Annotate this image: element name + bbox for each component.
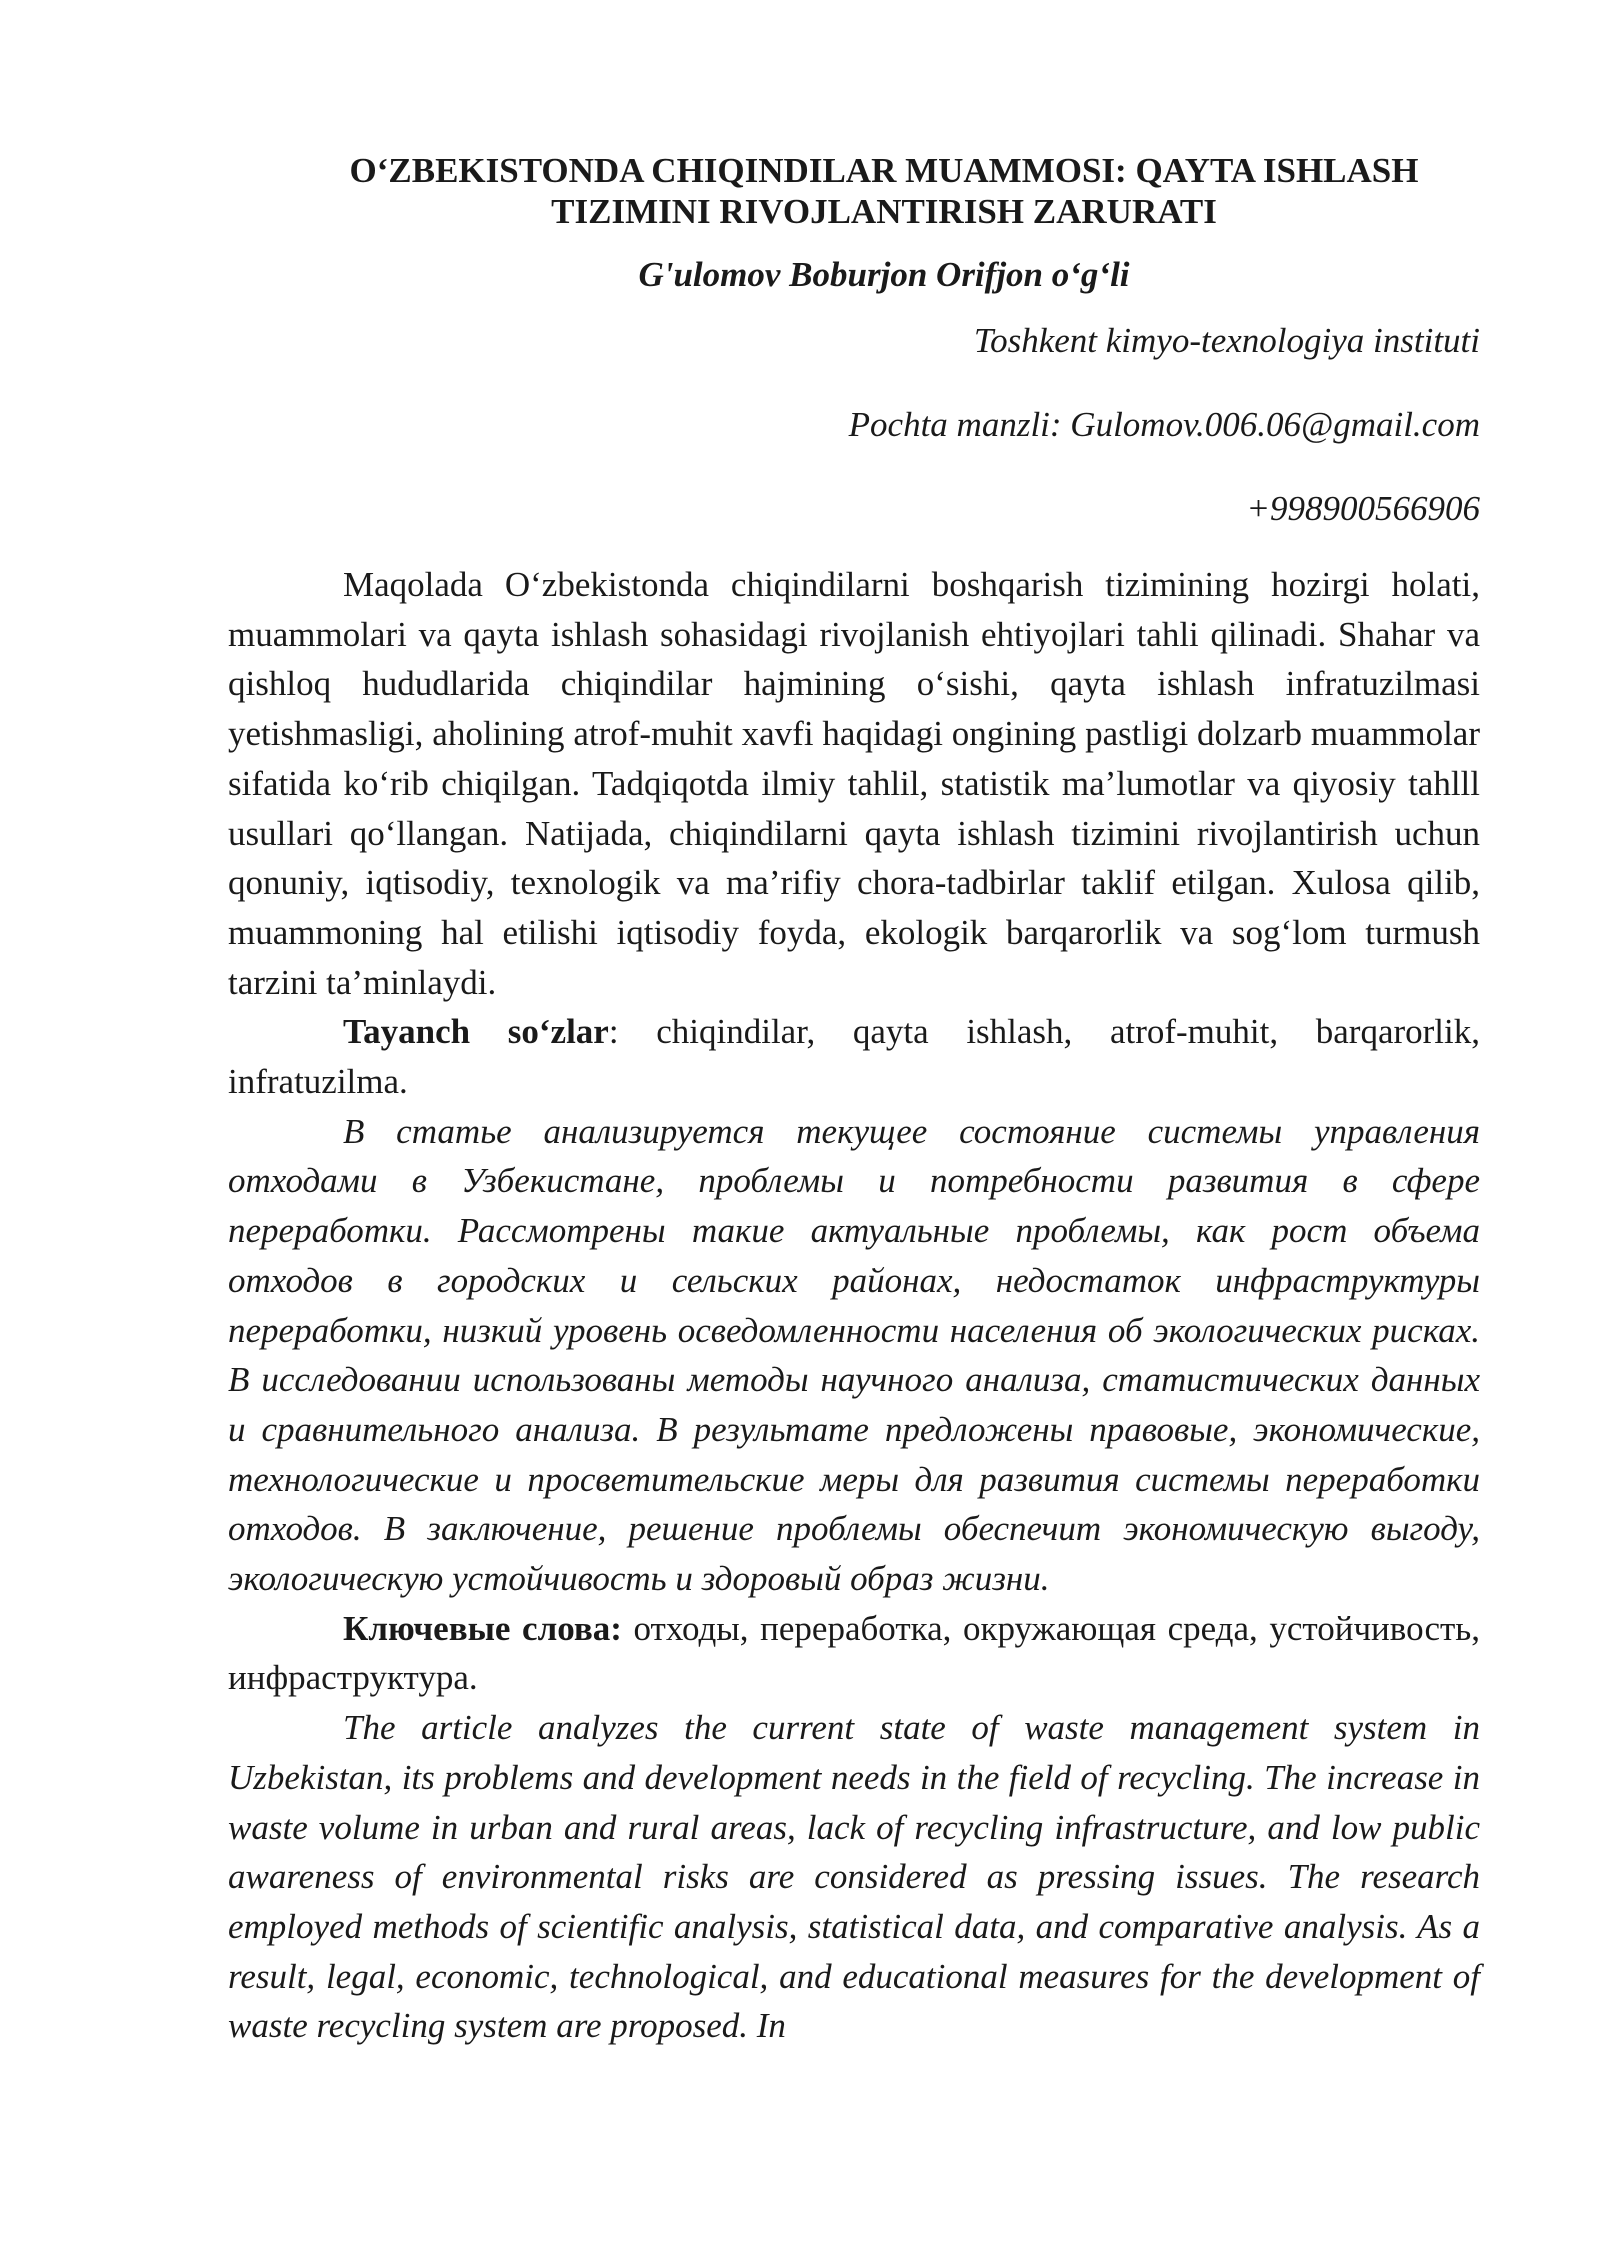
article-title xyxy=(228,150,1480,232)
keywords-uzbek-label: Tayanch so‘zlar xyxy=(343,1012,609,1052)
title-line-2: TIZIMINI RIVOJLANTIRISH ZARURATI xyxy=(551,192,1217,231)
keywords-uzbek xyxy=(228,1007,1480,1106)
abstract-uzbek: Maqolada O‘zbekistonda chiqindilarni boshqarish tizimining hozirgi holati, muammolari va qayta ishlash sohasidagi rivojlanish ehtiyojlari tahli qilinadi. Shahar va qishloq hududlarida chiqindilar hajmining o‘sishi, qayta ishlash infratuzilmasi yetishmasligi, aholining atrof-muhit xavfi haqidagi ongining pastligi dolzarb muammolar sifatida ko‘rib chiqilgan. Tadqiqotda ilmiy tahlil, statistik ma’lumotlar va qiyosiy tahlll usullari qo‘llangan. Natijada, chiqindilarni qayta ishlash tizimini rivojlantirish uchun qonuniy, iqtisodiy, texnologik va ma’rifiy chora-tadbirlar taklif etilgan. Xulosa qilib, muammoning hal etilishi iqtisodiy foyda, ekologik barqarorlik va sog‘lom turmush tarzini ta’minlaydi. xyxy=(228,565,1480,1002)
keywords-russian-list: отходы, переработка, окружающая среда, устойчивость, инфраструктура. xyxy=(228,1608,1480,1698)
keywords-russian-label: Ключевые слова: xyxy=(343,1608,622,1648)
keywords-uzbek-list: : chiqindilar, qayta ishlash, atrof-muhit, barqarorlik, infratuzilma. xyxy=(228,1012,1481,1102)
phone-line: +998900566906 xyxy=(1246,489,1480,528)
title-line-1: O‘ZBEKISTONDA CHIQINDILAR MUAMMOSI: QAYTA ISHLASH xyxy=(349,151,1419,190)
email-line: Pochta manzli: Gulomov.006.06@gmail.com xyxy=(848,405,1480,444)
keywords-russian xyxy=(228,1604,1480,1703)
author-name: G'ulomov Boburjon Orifjon o‘g‘li xyxy=(638,255,1130,294)
abstract-russian: В статье анализируется текущее состояние системы управления отходами в Узбекистане, проблемы и потребности развития в сфере переработки. Рассмотрены такие актуальные проблемы, как рост объема отходов в городских и сельских районах, недостаток инфраструктуры переработки, низкий уровень осведомленности населения об экологических рисках. В исследовании использованы методы научного анализа, статистических данных и сравнительного анализа. В результате предложены правовые, экономические, технологические и просветительские меры для развития системы переработки отходов. В заключение, решение проблемы обеспечит экономическую выгоду, экологическую устойчивость и здоровый образ жизни. xyxy=(228,1111,1480,1599)
article-page xyxy=(228,150,1480,2051)
institution: Toshkent kimyo-texnologiya instituti xyxy=(973,321,1480,360)
abstract-english: The article analyzes the current state of waste management system in Uzbekistan, its problems and development needs in the field of recycling. The increase in waste volume in urban and rural areas, lack of recycling infrastructure, and low public awareness of environmental risks are considered as pressing issues. The research employed methods of scientific analysis, statistical data, and comparative analysis. As a result, legal, economic, technological, and educational measures for the development of waste recycling system are proposed. In xyxy=(228,1708,1480,2046)
